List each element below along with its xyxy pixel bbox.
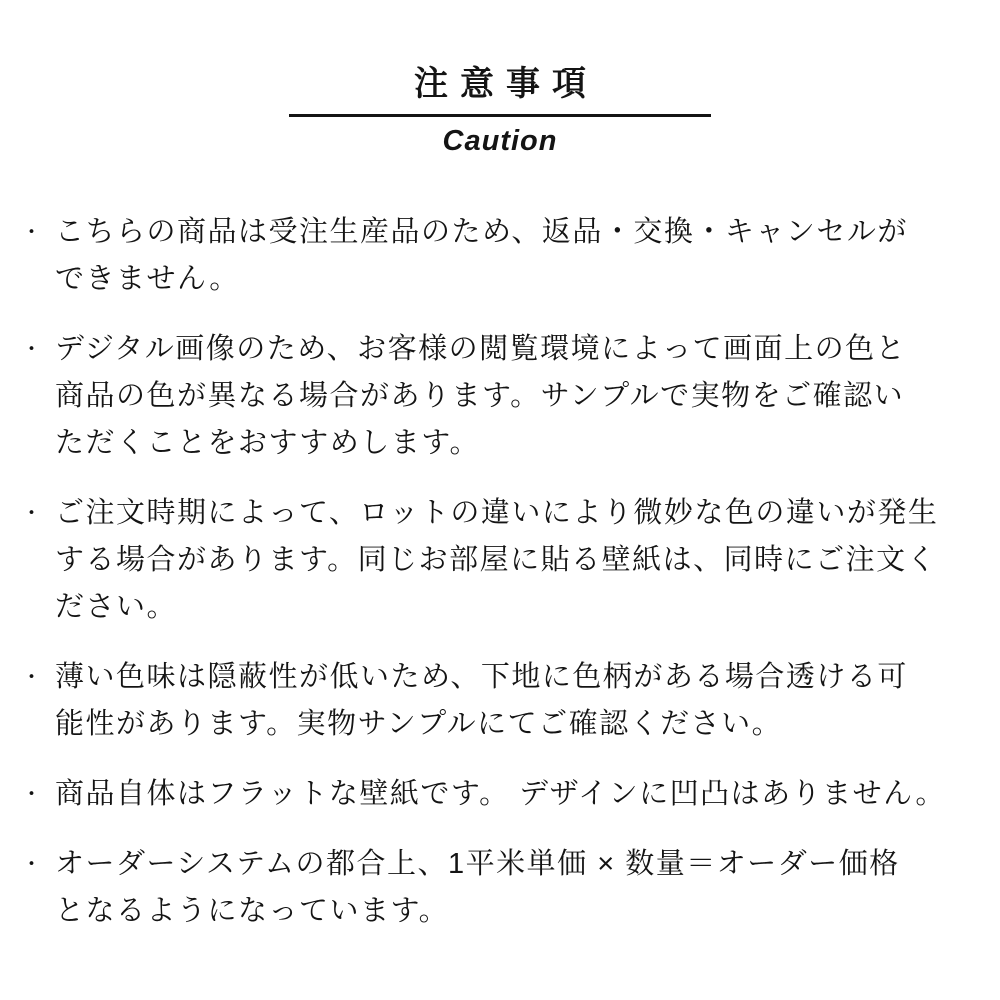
list-item [20, 326, 970, 467]
page-header [0, 0, 1000, 158]
text-line: 薄い色味は隠蔽性が低いため、下地に色柄がある場合透ける可 [55, 660, 908, 693]
text-line: 商品の色が異なる場合があります。サンプルで実物をご確認い [55, 379, 905, 412]
list-item [20, 771, 970, 818]
bullet-dot: ・ [21, 852, 42, 876]
text-line: ご注文時期によって、ロットの違いにより微妙な色の違いが発生 [55, 496, 939, 529]
list-item [20, 841, 970, 935]
list-item [20, 654, 970, 748]
list-item-text [55, 771, 970, 818]
text-line: こちらの商品は受注生産品のため、返品・交換・キャンセルが [55, 215, 908, 248]
text-line: 能性があります。実物サンプルにてご確認ください。 [55, 707, 783, 740]
bullet-dot: ・ [21, 665, 42, 689]
list-item-text [55, 490, 970, 631]
text-line: できません。 [55, 262, 240, 295]
page-subtitle: Caution [442, 124, 558, 157]
bullet-dot: ・ [21, 220, 42, 244]
text-line: する場合があります。同じお部屋に貼る壁紙は、同時にご注文く [55, 543, 938, 576]
text-line: 商品自体はフラットな壁紙です。 デザインに凹凸はありません。 [55, 777, 946, 810]
text-line: デジタル画像のため、お客様の閲覧環境によって画面上の色と [55, 332, 907, 365]
caution-list [0, 209, 1000, 935]
list-item-text [55, 841, 970, 935]
text-line: となるようになっています。 [55, 894, 450, 927]
text-line: ただくことをおすすめします。 [55, 426, 480, 459]
list-item-text [55, 654, 970, 748]
bullet-dot: ・ [21, 782, 42, 806]
text-line: ださい。 [55, 590, 178, 623]
text-line: オーダーシステムの都合上、1平米単価 × 数量＝オーダー価格 [55, 847, 900, 880]
list-item-text [55, 209, 970, 303]
page-title: 注意事項 [414, 65, 598, 103]
list-item [20, 490, 970, 631]
list-item-text [55, 326, 970, 467]
title-divider [289, 114, 711, 117]
list-item [20, 209, 970, 303]
bullet-dot: ・ [21, 337, 42, 361]
bullet-dot: ・ [21, 501, 42, 525]
